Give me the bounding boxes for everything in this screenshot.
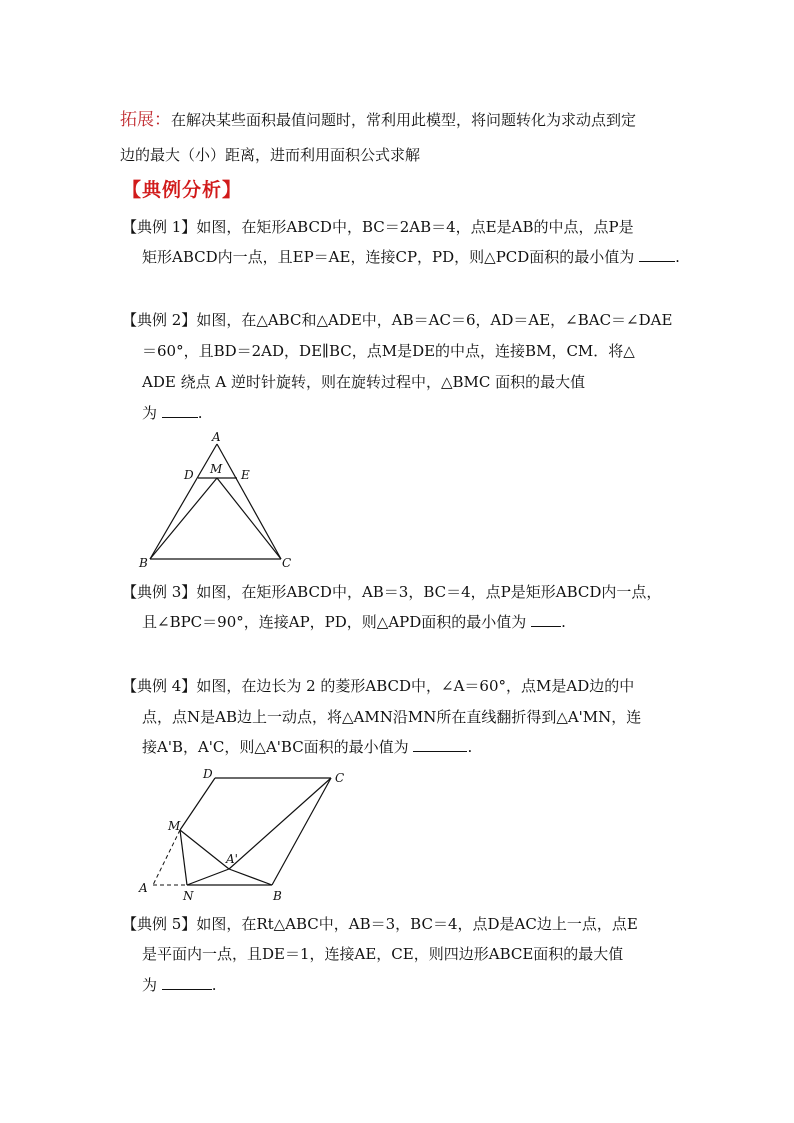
example-3-text-2: 且∠BPC＝90°，连接AP，PD，则△APD面积的最小值为: [142, 613, 527, 631]
extension-label: 拓展：: [120, 110, 171, 130]
label-C: C: [282, 556, 292, 570]
segment-A-prime-C: [229, 778, 331, 869]
example-2-line-2: ＝60°，且BD＝2AD，DE∥BC，点M是DE的中点，连接BM，CM．将△: [142, 342, 635, 360]
example-4-label: 【典例 4】: [122, 677, 197, 695]
example-4-line-3: [142, 737, 472, 757]
example-2-line-1: [122, 310, 672, 330]
label-C: C: [335, 771, 345, 785]
extension-line-2: 边的最大（小）距离，进而利用面积公式求解: [120, 146, 421, 164]
label-E: E: [241, 468, 250, 482]
example-5-end: .: [211, 976, 217, 994]
label-M: M: [210, 462, 223, 476]
example-5-line-1: [122, 914, 638, 934]
example-2-line-3: ADE 绕点 A 逆时针旋转，则在旋转过程中，△BMC 面积的最大值: [142, 373, 586, 391]
answer-blank-2[interactable]: [162, 403, 198, 418]
extension-text-1: 在解决某些面积最值问题时，常利用此模型，将问题转化为求动点到定: [171, 111, 637, 129]
segment-NA-prime: [187, 869, 229, 885]
example-5-line-3: [142, 975, 217, 995]
example-1-label: 【典例 1】: [122, 218, 197, 236]
segment-CM: [217, 478, 281, 559]
segment-BM: [150, 478, 217, 559]
example-2-text-4: 为: [142, 404, 158, 422]
example-1-line-2: [142, 247, 680, 267]
example-5-text-1: 如图，在Rt△ABC中，AB＝3，BC＝4，点D是AC边上一点，点E: [196, 915, 638, 933]
label-M: M: [168, 819, 181, 833]
segment-DM: [180, 778, 215, 830]
extension-line-1: [120, 110, 636, 130]
example-2-end: .: [197, 404, 203, 422]
example-1-text-2: 矩形ABCD内一点，且EP＝AE，连接CP，PD，则△PCD面积的最小值为: [142, 248, 635, 266]
example-1-text-1: 如图，在矩形ABCD中，BC＝2AB＝4，点E是AB的中点，点P是: [196, 218, 634, 236]
example-2-label: 【典例 2】: [122, 311, 197, 329]
segment-MA-dashed: [153, 830, 180, 885]
segment-A-prime-B: [229, 869, 272, 885]
example-3-line-2: [142, 612, 566, 632]
rhombus-figure: [135, 762, 355, 904]
example-3-label: 【典例 3】: [122, 583, 197, 601]
example-4-text-3: 接A'B，A'C，则△A'BC面积的最小值为: [142, 738, 409, 756]
label-A-prime: A': [226, 852, 238, 866]
segment-AC: [217, 444, 281, 559]
label-D: D: [184, 468, 194, 482]
segment-MN: [180, 830, 187, 885]
label-D: D: [203, 767, 213, 781]
example-3-line-1: [122, 582, 661, 602]
section-title: 【典例分析】: [122, 179, 243, 201]
segment-MA-prime: [180, 830, 229, 869]
example-4-text-1: 如图，在边长为 2 的菱形ABCD中，∠A＝60°，点M是AD边的中: [196, 677, 635, 695]
example-2-line-4: [142, 403, 203, 423]
example-3-text-1: 如图，在矩形ABCD中，AB＝3，BC＝4，点P是矩形ABCD内一点，: [196, 583, 662, 601]
example-4-line-2: 点，点N是AB边上一动点，将△AMN沿MN所在直线翻折得到△A'MN，连: [142, 708, 642, 726]
example-1-end: .: [675, 248, 680, 266]
answer-blank-3[interactable]: [531, 612, 561, 627]
triangle-figure: [135, 428, 305, 573]
example-1-line-1: [122, 217, 634, 237]
example-3-end: .: [561, 613, 566, 631]
label-B: B: [139, 556, 148, 570]
answer-blank-4[interactable]: [413, 737, 467, 752]
example-5-line-2: 是平面内一点，且DE＝1，连接AE，CE，则四边形ABCE面积的最大值: [142, 945, 624, 963]
segment-BC: [272, 778, 331, 885]
example-2-text-1: 如图，在△ABC和△ADE中，AB＝AC＝6，AD＝AE，∠BAC＝∠DAE: [196, 311, 673, 329]
example-5-label: 【典例 5】: [122, 915, 197, 933]
example-5-text-3: 为: [142, 976, 158, 994]
answer-blank-1[interactable]: [639, 247, 675, 262]
label-A: A: [139, 881, 148, 895]
label-A: A: [212, 430, 221, 444]
example-4-line-1: [122, 676, 634, 696]
example-4-end: .: [467, 738, 473, 756]
label-B: B: [273, 889, 282, 903]
segment-AB: [150, 444, 217, 559]
label-N: N: [183, 889, 194, 903]
answer-blank-5[interactable]: [162, 975, 212, 990]
